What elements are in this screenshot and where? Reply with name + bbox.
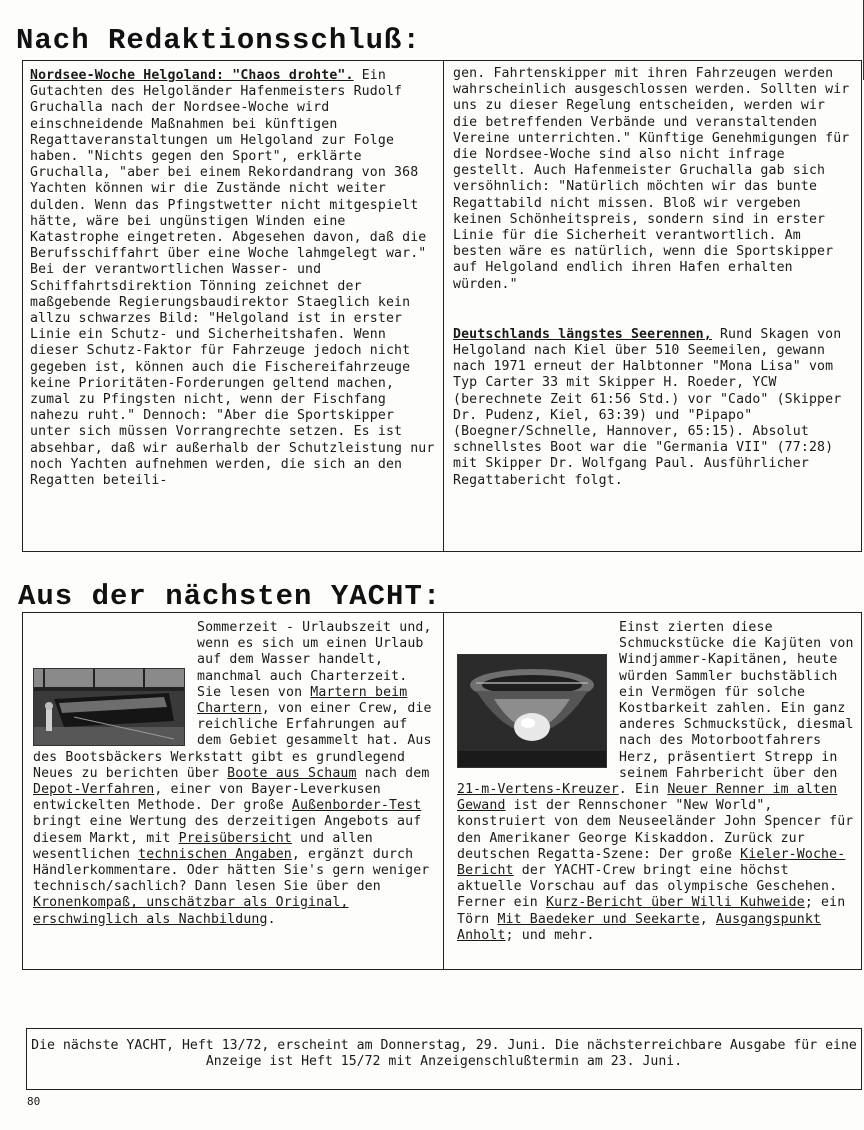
link-neuer-renner[interactable]: Neuer Renner im alten Gewand xyxy=(457,782,838,814)
link-martern-beim-chartern[interactable]: Martern beim Chartern xyxy=(197,684,408,717)
article-headline-nordsee-woche: Nordsee-Woche Helgoland: "Chaos drohte". xyxy=(30,68,354,83)
column-divider xyxy=(443,61,444,551)
preview-text: bringt eine Wertung des derzeitigen Angebots auf diesem Markt, mit xyxy=(33,814,422,846)
link-preisuebersicht[interactable]: Preisübersicht xyxy=(178,830,292,846)
preview-text: ; ein Törn xyxy=(457,895,846,927)
section-heading-redaktionsschluss: Nach Redaktionsschluß: xyxy=(16,24,421,57)
preview-text: ; und mehr. xyxy=(505,927,595,943)
preview-text: und allen wesentlichen xyxy=(33,830,373,862)
section-heading-naechste-yacht: Aus der nächsten YACHT: xyxy=(18,580,442,613)
link-technische-angaben[interactable]: technischen Angaben xyxy=(138,846,292,862)
ship-lamp-photo xyxy=(457,654,607,768)
link-aussenborder-test[interactable]: Außenborder-Test xyxy=(291,798,422,814)
preview-right-column xyxy=(457,620,857,969)
preview-text: . Ein xyxy=(618,782,660,798)
preview-text: ist der Rennschoner "New World", konstruiert von dem Neuseeländer John Spencer für den Amerikaner George Kiskaddon. Zurück zur deutschen Regatta-Szene: Der große xyxy=(457,798,854,862)
redaktion-right-column xyxy=(453,66,857,551)
link-kronenkompass[interactable]: Kronenkompaß, unschätzbar als Original, erschwinglich als Nachbildung xyxy=(33,895,349,927)
column-divider xyxy=(443,613,444,969)
link-boote-aus-schaum[interactable]: Boote aus Schaum xyxy=(227,765,357,781)
article-body-nordsee-woche: Ein Gutachten des Helgoländer Hafenmeisters Rudolf Gruchalla nach der Nordsee-Woche wird einschneidende Maßnahmen bei künftigen Regattaveranstaltungen um Helgoland zur Folge haben. "Nichts gegen den Sport", erklärte Gruchalla, "aber bei einem Rekordandrang von 368 Yachten können wir die Zustände nicht weiter dulden. Wenn das Pfingstwetter nicht mitgespielt hätte, wäre bei ungünstigen Winden eine Katastrophe eingetreten. Abgesehen davon, daß die Berufsschiffahrt über eine Woche lahmgelegt war." Bei der verantwortlichen Wasser- und Schiffahrtsdirektion Tönning zeichnet der maßgebende Regierungsbaudirektor Staeglich kein allzu schwarzes Bild: "Helgoland ist in erster Linie ein Schutz- und Sicherheitshafen. Wenn dieser Schutz-Faktor für Fahrzeuge jedoch nicht gegeben ist, können auch die Fischereifahrzeuge keine Prioritäten-Forderungen geltend machen, zumal zu Pfingsten nicht, wenn der Fischfang nahezu ruht." Dennoch: "Aber die Sportskipper unter sich müssen Vorrangrechte setzen. Es ist absehbar, daß wir außerhalb der Schutzleistung nur noch Yachten aufnehmen werden, die sich an den Regatten beteili- xyxy=(30,68,435,489)
preview-text: nach dem xyxy=(364,765,430,781)
preview-text: der YACHT-Crew bringt eine höchst aktuelle Vorschau auf das olympische Geschehen. Ferner ein xyxy=(457,863,838,911)
article-body-seerennen: Rund Skagen von Helgoland nach Kiel über 510 Seemeilen, gewann nach 1971 erneut der Halbtonner "Mona Lisa" vom Typ Carter 33 mit Skipper H. Roeder, YCW (berechnete Zeit 61:56 Std.) vor "Cado" (Skipper Dr. Pudenz, Kiel, 63:39) und "Pipapo" (Boegner/Schnelle, Hannover, 65:15). Absolut schnellstes Boot war die "Germania VII" (77:28) mit Skipper Dr. Wolfgang Paul. Ausführlicher Regattabericht folgt. xyxy=(453,326,842,488)
article-continuation: gen. Fahrtenskipper mit ihren Fahrzeugen werden wahrscheinlich ausgeschlossen werden. Sollten wir uns zu dieser Regelung entscheiden, werden wir die betreffenden Verbände und veranstaltenden Vereine unterrichten." Künftige Genehmigungen für die Nordsee-Woche sind also nicht infrage gestellt. Auch Hafenmeister Gruchalla gab sich versöhnlich: "Natürlich möchten wir das bunte Regattabild nicht missen. Bloß wir vergeben keinen Schönheitspreis, sondern sind in erster Linie für die Sicherheit verantwortlich. Am besten wäre es natürlich, wenn die Sportskipper auf Helgoland endlich ihren Hafen erhalten würden." xyxy=(453,66,850,292)
preview-text: Einst zierten diese Schmuckstücke die Kajüten von Windjammer-Kapitänen, heute würden Sammler buchstäblich ein Vermögen für solche Kostbarkeit zahlen. Ein ganz anderes Schmuckstück, diesmal nach des Motorbootfahrers Herz, präsentiert Strepp in seinem Fahrbericht über den xyxy=(619,620,854,781)
preview-left-column xyxy=(33,620,439,969)
preview-text: . xyxy=(267,911,276,927)
preview-text: , ergänzt durch Händlerkommentare. Oder hätten Sie's gern weniger technisch/sachlich? Dann lesen Sie über den xyxy=(33,846,430,895)
preview-text: , einer von Bayer-Leverkusen entwickelten Methode. Der große xyxy=(33,782,381,814)
link-ausgangspunkt-anholt[interactable]: Ausgangspunkt Anholt xyxy=(457,911,822,943)
boatyard-photo xyxy=(33,668,185,746)
link-vertens-kreuzer[interactable]: 21-m-Vertens-Kreuzer xyxy=(457,782,619,798)
redaktion-box xyxy=(22,60,862,552)
link-depot-verfahren[interactable]: Depot-Verfahren xyxy=(33,782,155,798)
preview-text: , xyxy=(699,911,708,927)
link-kieler-woche-bericht[interactable]: Kieler-Woche-Bericht xyxy=(457,846,846,879)
preview-text: Sommerzeit - Urlaubszeit und, wenn es sich um einen Urlaub auf dem Wasser handelt, manchmal auch Charterzeit. Sie lesen von xyxy=(197,620,432,700)
link-baedeker-seekarte[interactable]: Mit Baedeker und Seekarte xyxy=(497,911,700,927)
article-headline-seerennen: Deutschlands längstes Seerennen, xyxy=(453,326,712,342)
preview-text: , von einer Crew, die reichliche Erfahrungen auf dem Gebiet gesammelt hat. Aus des Bootsbäckers Werkstatt gibt es grundlegend Neues zu berichten über xyxy=(33,701,432,781)
page-number: 80 xyxy=(27,1095,41,1108)
link-kurz-bericht[interactable]: Kurz-Bericht über Willi Kuhweide xyxy=(546,895,805,911)
preview-box xyxy=(22,612,862,970)
next-issue-notice: Die nächste YACHT, Heft 13/72, erscheint am Donnerstag, 29. Juni. Die nächsterreichbare Ausgabe für eine Anzeige ist Heft 15/72 mit Anzeigenschlußtermin am 23. Juni. xyxy=(26,1028,862,1090)
redaktion-left-column xyxy=(30,68,440,551)
